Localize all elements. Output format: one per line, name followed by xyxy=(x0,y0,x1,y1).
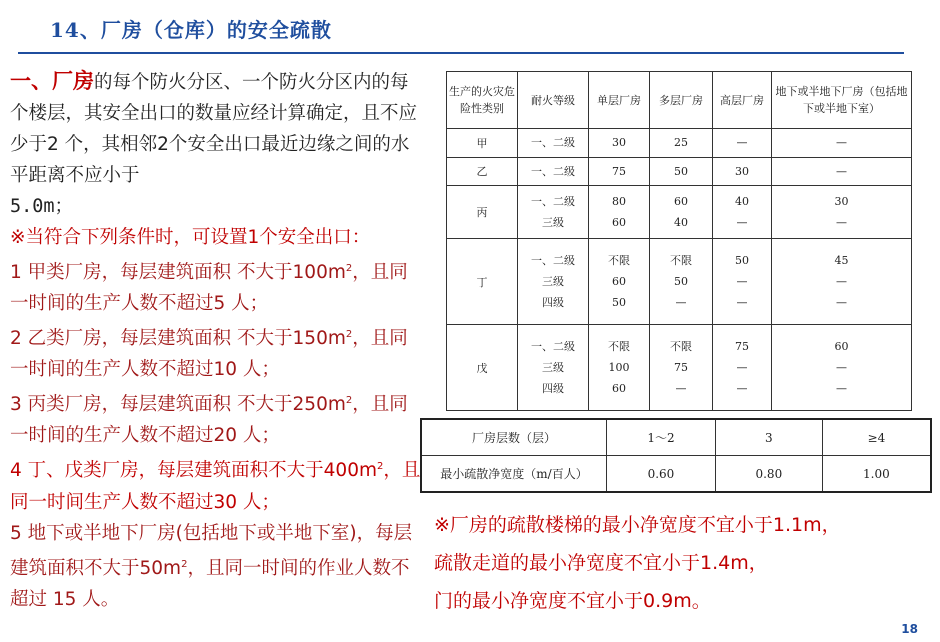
superscript: 2 xyxy=(181,558,188,570)
left-body-text xyxy=(10,66,422,615)
single-cell xyxy=(589,157,650,186)
table-row-floors xyxy=(421,419,931,456)
condition-2-text-a: 2 乙类厂房，每层建筑面积 不大于150m xyxy=(10,328,346,350)
cell-value: 100 xyxy=(608,361,630,375)
header-multi-storey: 多层厂房 xyxy=(650,72,713,129)
cell-value: 50 xyxy=(674,275,688,289)
under-cell xyxy=(772,129,912,158)
cell-value: — xyxy=(736,382,748,396)
cell-value: 25 xyxy=(674,136,688,150)
cell-value: — xyxy=(736,136,748,150)
cell-value: 三级 xyxy=(542,216,564,230)
cell-value: 50 xyxy=(735,254,749,268)
grade-cell xyxy=(518,239,589,325)
high-cell xyxy=(713,239,772,325)
intro-value: 5.0m； xyxy=(10,196,74,217)
width-note xyxy=(434,506,934,620)
paragraph-intro xyxy=(10,66,422,222)
cell-value: — xyxy=(736,296,748,310)
cell-value: 80 xyxy=(612,195,626,209)
condition-5-text-b: ，且同一时间的作业人数不超过 15 人。 xyxy=(10,557,410,610)
condition-2-text-b: ，且同一时间的生产人数不超过10 人； xyxy=(10,328,408,381)
hazard-category-cell: 丙 xyxy=(447,186,518,239)
condition-4 xyxy=(10,451,422,517)
cell-value: 三级 xyxy=(542,361,564,375)
superscript: 2 xyxy=(376,461,384,473)
table-row xyxy=(447,325,912,411)
lead-number: 一、 xyxy=(10,69,52,93)
cell-value: 60 xyxy=(674,195,688,209)
condition-5-text-a: 5 地下或半地下厂房(包括地下或半地下室)，每层建筑面积不大于50m xyxy=(10,522,413,579)
cell-value: 三级 xyxy=(542,275,564,289)
cell-value: — xyxy=(675,382,687,396)
condition-1 xyxy=(10,253,422,319)
header-single-storey: 单层厂房 xyxy=(589,72,650,129)
table-row-width xyxy=(421,456,931,493)
multi-cell xyxy=(650,239,713,325)
table-row xyxy=(447,186,912,239)
condition-4-text-a: 4 丁、戊类厂房，每层建筑面积不大于400m xyxy=(10,460,377,482)
note-line-3: 门的最小净宽度不宜小于0.9m。 xyxy=(434,590,711,612)
cell-value: 一、二级 xyxy=(531,195,575,209)
hazard-category-cell: 甲 xyxy=(447,129,518,158)
page-number: 18 xyxy=(901,622,918,636)
cell-value: — xyxy=(675,296,687,310)
cell-value: 60 xyxy=(612,216,626,230)
cell-value: 60 xyxy=(834,340,849,354)
cell-value: 30 xyxy=(834,195,849,209)
condition-3-text-a: 3 丙类厂房，每层建筑面积 不大于250m xyxy=(10,394,346,416)
page-title: 14、厂房（仓库）的安全疏散 xyxy=(50,18,332,42)
note-line-1: ※厂房的疏散楼梯的最小净宽度不宜小于1.1m， xyxy=(434,514,841,536)
cell-value: — xyxy=(836,216,847,230)
cell-value: — xyxy=(836,361,847,375)
multi-cell xyxy=(650,325,713,411)
grade-cell xyxy=(518,129,589,158)
cell-value: 四级 xyxy=(542,296,564,310)
condition-title: ※当符合下列条件时，可设置1个安全出口： xyxy=(10,227,371,248)
under-cell xyxy=(772,157,912,186)
hazard-category-cell: 丁 xyxy=(447,239,518,325)
cell-value: — xyxy=(836,296,847,310)
high-cell xyxy=(713,129,772,158)
condition-3 xyxy=(10,385,422,451)
cell-value: 75 xyxy=(674,361,688,375)
table-row xyxy=(447,157,912,186)
floors-1-2: 1～2 xyxy=(607,419,716,456)
single-cell xyxy=(589,325,650,411)
cell-value: 50 xyxy=(612,296,626,310)
cell-value: 40 xyxy=(674,216,688,230)
table-row xyxy=(447,129,912,158)
cell-value: 40 xyxy=(735,195,749,209)
cell-value: 75 xyxy=(612,164,626,178)
single-cell xyxy=(589,239,650,325)
condition-4-text-b: ，且同一时间生产人数不超过30 人； xyxy=(10,460,421,513)
width-value-3: 1.00 xyxy=(822,456,931,493)
header-hazard-category: 生产的火灾危险性类别 xyxy=(447,72,518,129)
hazard-category-cell: 戊 xyxy=(447,325,518,411)
under-cell xyxy=(772,239,912,325)
superscript: 2 xyxy=(345,263,353,274)
title-divider xyxy=(18,52,904,54)
cell-value: 50 xyxy=(674,164,688,178)
lead-keyword: 厂房 xyxy=(52,69,94,93)
superscript: 2 xyxy=(345,329,353,341)
grade-cell xyxy=(518,325,589,411)
cell-value: — xyxy=(836,136,847,150)
cell-value: 一、二级 xyxy=(531,164,575,178)
cell-value: 60 xyxy=(612,382,626,396)
note-line-2: 疏散走道的最小净宽度不宜小于1.4m， xyxy=(434,552,768,574)
cell-value: 45 xyxy=(834,254,849,268)
cell-value: 60 xyxy=(612,275,626,289)
cell-value: — xyxy=(736,361,748,375)
single-cell xyxy=(589,186,650,239)
cell-value: 不限 xyxy=(670,340,692,354)
table-header-row xyxy=(447,72,912,129)
width-value-2: 0.80 xyxy=(715,456,822,493)
high-cell xyxy=(713,186,772,239)
header-fire-rating: 耐火等级 xyxy=(518,72,589,129)
under-cell xyxy=(772,325,912,411)
cell-value: — xyxy=(836,275,847,289)
cell-value: — xyxy=(836,382,847,396)
high-cell xyxy=(713,157,772,186)
condition-5 xyxy=(10,518,422,615)
cell-value: 不限 xyxy=(670,254,692,268)
cell-value: 不限 xyxy=(608,340,630,354)
cell-value: — xyxy=(736,275,748,289)
table-body xyxy=(447,129,912,411)
header-high-rise: 高层厂房 xyxy=(713,72,772,129)
cell-value: — xyxy=(736,216,748,230)
floors-3: 3 xyxy=(715,419,822,456)
floors-label: 厂房层数（层） xyxy=(421,419,607,456)
width-label: 最小疏散净宽度（m/百人） xyxy=(421,456,607,493)
fire-compartment-table xyxy=(446,71,912,411)
cell-value: 四级 xyxy=(542,382,564,396)
cell-value: 30 xyxy=(612,136,626,150)
under-cell xyxy=(772,186,912,239)
cell-value: 不限 xyxy=(608,254,630,268)
hazard-category-cell: 乙 xyxy=(447,157,518,186)
grade-cell xyxy=(518,186,589,239)
header-underground: 地下或半地下厂房（包括地下或半地下室） xyxy=(772,72,912,129)
condition-1-text-b: ，且同一时间的生产人数不超过5 人； xyxy=(10,262,408,315)
floors-4-plus: ≥4 xyxy=(822,419,931,456)
high-cell xyxy=(713,325,772,411)
evacuation-width-table xyxy=(420,418,932,493)
intro-text: 的每个防火分区、一个防火分区内的每个楼层，其安全出口的数量应经计算确定，且不应少于2 个，其相邻2个安全出口最近边缘之间的水平距离不应小于 xyxy=(10,72,418,186)
single-cell xyxy=(589,129,650,158)
multi-cell xyxy=(650,186,713,239)
cell-value: 一、二级 xyxy=(531,254,575,268)
grade-cell xyxy=(518,157,589,186)
multi-cell xyxy=(650,129,713,158)
cell-value: 75 xyxy=(735,340,749,354)
condition-2 xyxy=(10,319,422,385)
superscript: 2 xyxy=(345,395,353,407)
condition-1-text-a: 1 甲类厂房，每层建筑面积 不大于100m xyxy=(10,262,346,284)
table-row xyxy=(447,239,912,325)
multi-cell xyxy=(650,157,713,186)
cell-value: 一、二级 xyxy=(531,136,575,150)
cell-value: — xyxy=(836,164,847,178)
cell-value: 一、二级 xyxy=(531,340,575,354)
cell-value: 30 xyxy=(735,164,749,178)
width-value-1: 0.60 xyxy=(607,456,716,493)
condition-3-text-b: ，且同一时间的生产人数不超过20 人； xyxy=(10,394,408,447)
